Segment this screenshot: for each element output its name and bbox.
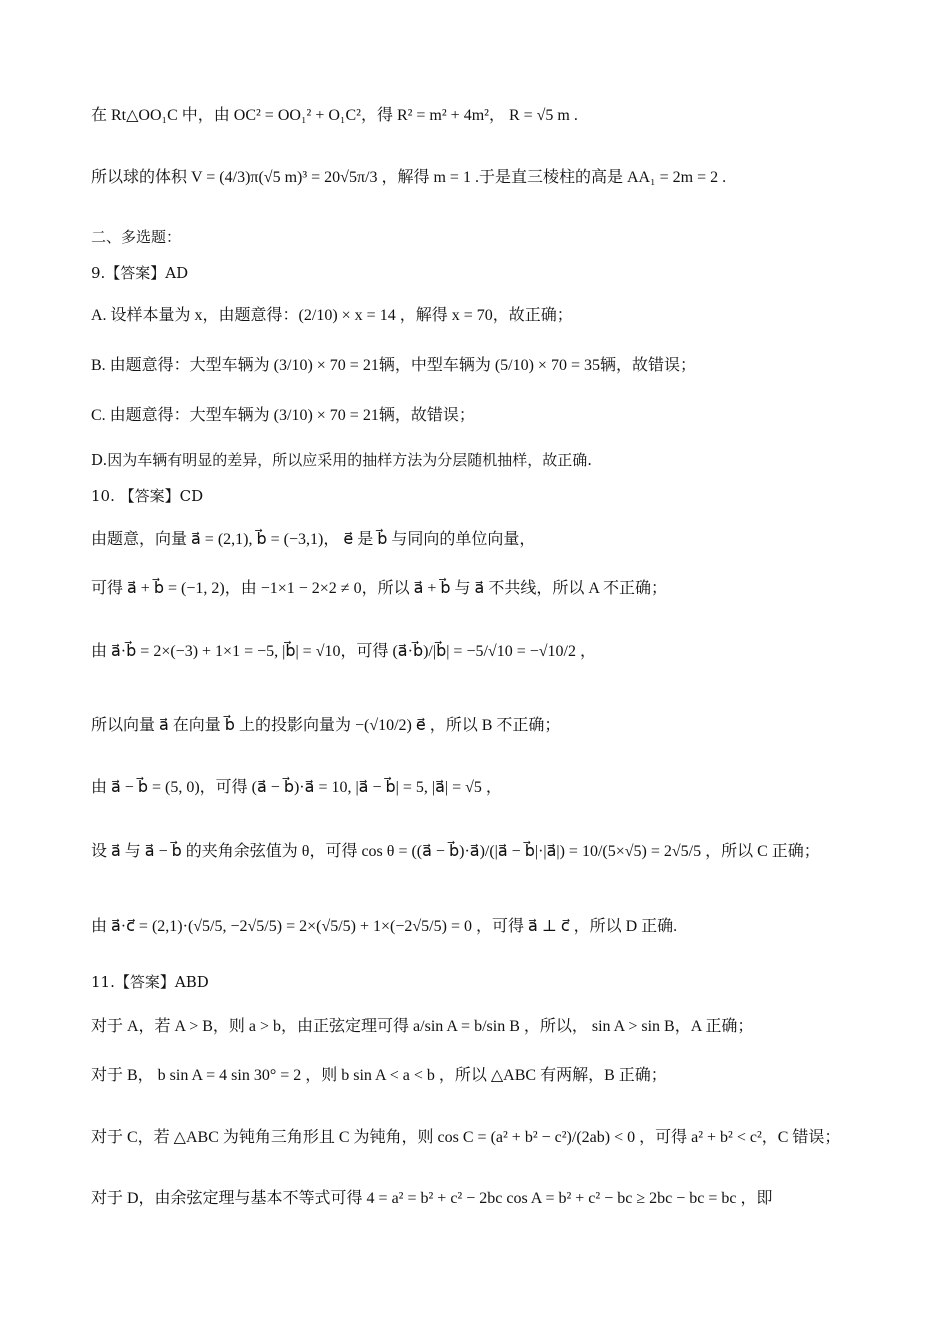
line-text: 对于 B， b sin A = 4 sin 30° = 2 ，则 b sin A < a < b ，所以 △ABC 有两解，B 正确；: [91, 1067, 667, 1084]
line-text: 可得 a⃗ + b⃗ = (−1, 2)，由 −1×1 − 2×2 ≠ 0，所以 a⃗ + b⃗ 与 a⃗ 不共线，所以 A 不正确；: [91, 580, 668, 597]
line-11: [91, 578, 920, 600]
line-text: C. 由题意得：大型车辆为 (3/10) × 70 = 21辆，故错误；: [91, 407, 475, 424]
line-text: 所以球的体积 V = (4/3)π(√5 m)³ = 20√5π/3 ，解得 m = 1 .于是直三棱柱的高是 AA₁ = 2m = 2 .: [91, 169, 727, 186]
line-text: 对于 A，若 A > B，则 a > b，由正弦定理可得 a/sin A = b/sin B ，所以， sin A > sin B，A 正确；: [91, 1018, 754, 1035]
line-text: 在 Rt△OO₁C 中，由 OC² = OO₁² + O₁C²，得 R² = m² + 4m²， R = √5 m .: [91, 107, 578, 124]
line-12: [91, 641, 920, 663]
line-6: [91, 355, 920, 377]
line-10: [91, 529, 920, 551]
line-14: [91, 777, 920, 799]
line-2: [91, 167, 920, 189]
line-5: [91, 305, 920, 327]
line-16: [91, 916, 920, 938]
line-text: D.因为车辆有明显的差异，所以应采用的抽样方法为分层随机抽样，故正确.: [91, 451, 593, 469]
line-text: 对于 D，由余弦定理与基本不等式可得 4 = a² = b² + c² − 2bc cos A = b² + c² − bc ≥ 2bc − bc = bc ，即: [91, 1190, 773, 1207]
line-text: 设 a⃗ 与 a⃗ − b⃗ 的夹角余弦值为 θ，可得 cos θ = ((a⃗ − b⃗)·a⃗)/(|a⃗ − b⃗|·|a⃗|) = 10/(5×√5) = 2√5/5 ，所以 C 正确；: [91, 843, 820, 860]
answer-heading-11: [91, 971, 920, 993]
line-text: B. 由题意得：大型车辆为 (3/10) × 70 = 21辆，中型车辆为 (5/10) × 70 = 35辆，故错误；: [91, 357, 696, 374]
line-text: 由 a⃗·c⃗ = (2,1)·(√5/5, −2√5/5) = 2×(√5/5) + 1×(−2√5/5) = 0 ，可得 a⃗ ⊥ c⃗ ，所以 D 正确.: [91, 918, 678, 935]
line-text: 由 a⃗·b⃗ = 2×(−3) + 1×1 = −5, |b⃗| = √10，可得 (a⃗·b⃗)/|b⃗| = −5/√10 = −√10/2 ，: [91, 643, 596, 660]
line-18: [91, 1016, 920, 1038]
line-1: [91, 105, 920, 127]
line-text: 11.【答案】ABD: [91, 973, 209, 991]
line-text: 由题意，向量 a⃗ = (2,1), b⃗ = (−3,1)， e⃗ 是 b⃗ 与同向的单位向量，: [91, 531, 536, 548]
answer-heading-10: [91, 485, 920, 507]
line-text: 由 a⃗ − b⃗ = (5, 0)，可得 (a⃗ − b⃗)·a⃗ = 10, |a⃗ − b⃗| = 5, |a⃗| = √5 ，: [91, 779, 502, 796]
line-21: [91, 1188, 920, 1210]
line-20: [91, 1127, 920, 1149]
line-text: 9.【答案】AD: [91, 264, 189, 282]
line-text: 二、多选题：: [91, 228, 182, 246]
line-7: [91, 405, 920, 427]
line-text: 对于 C，若 △ABC 为钝角三角形且 C 为钝角，则 cos C = (a² + b² − c²)/(2ab) < 0 ，可得 a² + b² < c²，C 错误；: [91, 1129, 841, 1146]
answer-heading-9: [91, 262, 920, 284]
line-8: [91, 449, 920, 471]
line-text: A. 设样本量为 x，由题意得：(2/10) × x = 14 ，解得 x = 70，故正确；: [91, 307, 573, 324]
line-text: 10. 【答案】CD: [91, 487, 204, 505]
line-19: [91, 1065, 920, 1087]
line-15: [91, 841, 920, 863]
line-13: [91, 715, 920, 737]
line-text: 所以向量 a⃗ 在向量 b⃗ 上的投影向量为 −(√10/2) e⃗ ，所以 B 不正确；: [91, 717, 561, 734]
section-heading: [91, 226, 920, 248]
